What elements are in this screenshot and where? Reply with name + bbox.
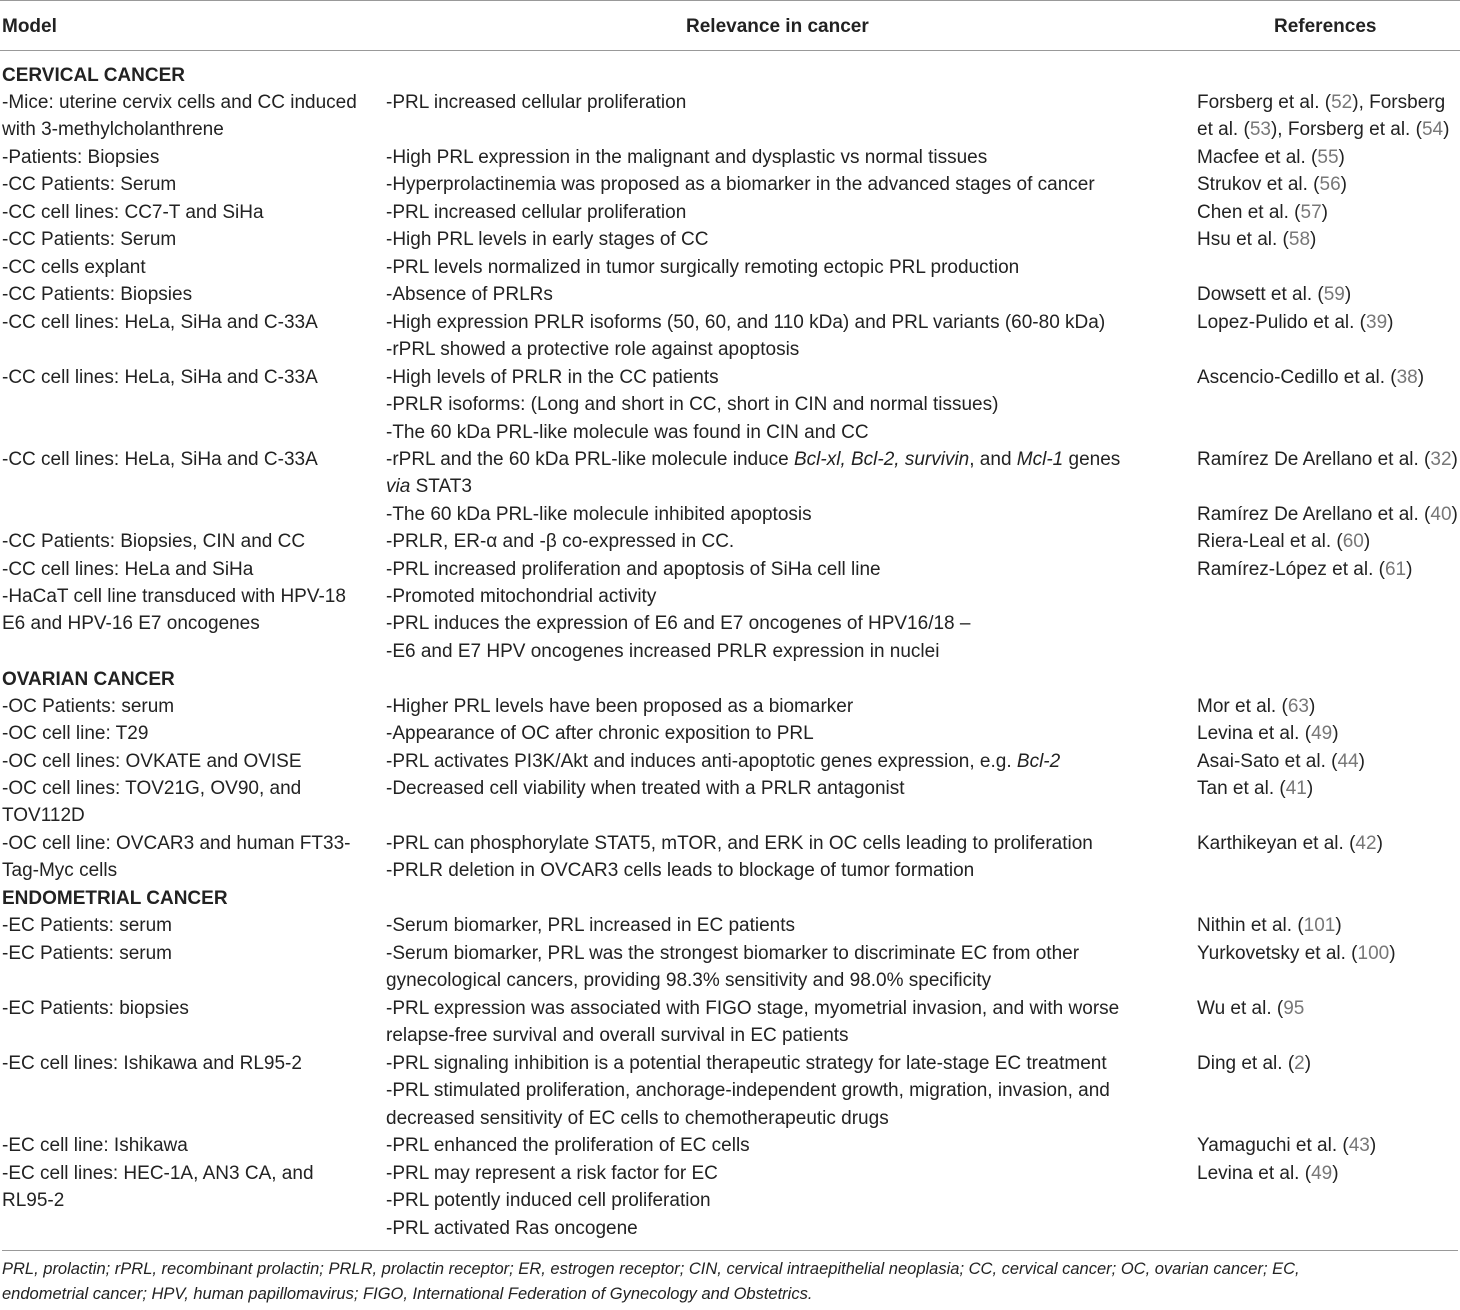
reference-line	[1197, 528, 1459, 555]
reference-text: )	[1389, 943, 1396, 964]
cell-line: -Higher PRL levels have been proposed as a biomarker	[386, 696, 854, 717]
reference-text: )	[1363, 531, 1371, 552]
relevance-cell	[386, 556, 1176, 583]
cell-line: decreased sensitivity of EC cells to chemotherapeutic drugs	[386, 1107, 889, 1129]
relevance-cell	[386, 254, 1176, 281]
cell-line: -PRLR, ER-α and -β co-expressed in CC.	[386, 531, 735, 552]
reference-text: Riera-Leal et al. (	[1197, 531, 1343, 552]
reference-text: )	[1338, 147, 1345, 168]
reference-text: Ascencio-Cedillo et al. (	[1197, 367, 1397, 388]
cell-line: -PRL increased cellular proliferation	[386, 202, 687, 223]
footnote-line: endometrial cancer; HPV, human papillomavirus; FIGO, International Federation of Gynecology and Obstetrics.	[2, 1284, 813, 1303]
reference-text: )	[1387, 312, 1394, 333]
cell-line: RL95-2	[2, 1190, 65, 1212]
cell-line: -High expression PRLR isoforms (50, 60, and 110 kDa) and PRL variants (60-80 kDa)	[386, 312, 1106, 333]
reference-text: )	[1376, 833, 1383, 854]
cell-line: -OC cell lines: TOV21G, OV90, and	[2, 778, 302, 799]
model-cell	[2, 1132, 374, 1159]
reference-text: Ramírez De Arellano et al. (	[1197, 449, 1431, 470]
reference-text: Asai-Sato et al. (	[1197, 751, 1338, 772]
reference-line	[1197, 446, 1459, 473]
reference-text: Karthikeyan et al. (	[1197, 833, 1356, 854]
reference-text: )	[1451, 449, 1458, 470]
reference-cell	[1197, 501, 1459, 528]
reference-line	[1197, 748, 1459, 775]
reference-text: Ramírez De Arellano et al. (	[1197, 504, 1431, 525]
reference-text: Mor et al. (	[1197, 696, 1288, 717]
relevance-cell	[386, 720, 1176, 747]
reference-text: Lopez-Pulido et al. (	[1197, 312, 1366, 333]
cell-line: -HaCaT cell line transduced with HPV-18	[2, 586, 346, 607]
relevance-cell	[386, 226, 1176, 253]
reference-line	[1197, 281, 1459, 308]
cell-line: -PRLR isoforms: (Long and short in CC, short in CIN and normal tissues)	[386, 394, 999, 416]
reference-text: )	[1332, 723, 1339, 744]
reference-text: )	[1451, 504, 1458, 525]
reference-text: )	[1335, 915, 1342, 936]
reference-line	[1197, 116, 1459, 143]
reference-text: Yurkovetsky et al. (	[1197, 943, 1358, 964]
reference-cell	[1197, 720, 1459, 747]
cell-line: TOV112D	[2, 805, 85, 827]
cell-line: -CC Patients: Biopsies	[2, 284, 193, 305]
relevance-cell	[386, 446, 1176, 501]
reference-cell	[1197, 912, 1459, 939]
model-cell	[2, 226, 374, 253]
reference-line	[1197, 309, 1459, 336]
header-relevance: Relevance in cancer	[686, 16, 869, 37]
cell-line: -CC cell lines: CC7-T and SiHa	[2, 202, 264, 223]
citation-link[interactable]: 49	[1311, 723, 1333, 744]
cell-line: -PRL increased cellular proliferation	[386, 92, 687, 113]
relevance-cell	[386, 775, 1176, 802]
reference-text: Forsberg et al. (	[1197, 92, 1332, 113]
cell-line: -CC Patients: Serum	[2, 174, 177, 195]
citation-link[interactable]: 60	[1342, 531, 1364, 552]
reference-text: )	[1310, 229, 1317, 250]
cell-line: -PRL potently induced cell proliferation	[386, 1190, 711, 1212]
reference-text: Nithin et al. (	[1197, 915, 1304, 936]
cell-line: -CC Patients: Biopsies, CIN and CC	[2, 531, 306, 552]
cell-line: -The 60 kDa PRL-like molecule was found in CIN and CC	[386, 421, 869, 443]
model-cell	[2, 446, 374, 473]
reference-text: Ramírez-López et al. (	[1197, 559, 1385, 580]
reference-text: )	[1332, 1163, 1339, 1184]
cell-line: -rPRL showed a protective role against apoptosis	[386, 339, 800, 361]
cell-line: -CC cell lines: HeLa, SiHa and C-33A	[2, 367, 318, 388]
relevance-cell	[386, 144, 1176, 171]
reference-line	[1197, 89, 1459, 116]
reference-cell	[1197, 528, 1459, 555]
cell-line: -PRL stimulated proliferation, anchorage-independent growth, migration, invasion, and	[386, 1080, 1110, 1102]
model-cell	[2, 830, 374, 885]
reference-text: )	[1369, 1135, 1377, 1156]
cell-line: -OC Patients: serum	[2, 696, 175, 717]
cell-line: -Absence of PRLRs	[386, 284, 553, 305]
cell-line: -PRL activates PI3K/Akt and induces anti-apoptotic genes expression, e.g. Bcl-2	[386, 751, 1061, 772]
relevance-cell	[386, 309, 1176, 364]
relevance-cell	[386, 940, 1176, 995]
reference-line	[1197, 1132, 1459, 1159]
reference-line	[1197, 199, 1459, 226]
model-cell	[2, 528, 374, 555]
reference-line	[1197, 556, 1459, 583]
header-model: Model	[2, 16, 57, 37]
reference-line	[1197, 1160, 1459, 1187]
reference-cell	[1197, 775, 1459, 802]
citation-link[interactable]: 2	[1294, 1053, 1305, 1074]
reference-text: Yamaguchi et al. (	[1197, 1135, 1349, 1156]
cell-line: -PRL increased proliferation and apoptosis of SiHa cell line	[386, 559, 881, 580]
cell-line: -PRL can phosphorylate STAT5, mTOR, and ERK in OC cells leading to proliferation	[386, 833, 1093, 854]
cell-line: -EC cell line: Ishikawa	[2, 1135, 188, 1156]
citation-link[interactable]: 63	[1287, 696, 1309, 717]
reference-text: )	[1443, 119, 1450, 141]
cell-line: via STAT3	[386, 476, 472, 498]
model-cell	[2, 364, 374, 391]
reference-cell	[1197, 364, 1459, 391]
relevance-cell	[386, 830, 1176, 885]
reference-line	[1197, 501, 1459, 528]
section-ovarian-cancer: OVARIAN CANCER	[2, 669, 175, 690]
relevance-cell	[386, 1160, 1176, 1242]
reference-cell	[1197, 171, 1459, 198]
citation-link[interactable]: 39	[1366, 312, 1388, 333]
cell-line: -PRL activated Ras oncogene	[386, 1217, 638, 1239]
reference-text: Macfee et al. (	[1197, 147, 1318, 168]
cell-line: -PRL expression was associated with FIGO stage, myometrial invasion, and with worse	[386, 998, 1120, 1019]
model-cell	[2, 171, 374, 198]
cell-line: -CC cell lines: HeLa, SiHa and C-33A	[2, 449, 318, 470]
model-cell	[2, 775, 374, 830]
citation-link[interactable]: 49	[1311, 1163, 1333, 1184]
model-cell	[2, 995, 374, 1022]
cell-line: -PRLR deletion in OVCAR3 cells leads to blockage of tumor formation	[386, 860, 975, 882]
cell-line: -CC cells explant	[2, 257, 146, 278]
reference-cell	[1197, 89, 1459, 144]
cell-line: -OC cell lines: OVKATE and OVISE	[2, 751, 302, 772]
reference-text: Tan et al. (	[1197, 778, 1286, 799]
citation-link[interactable]: 52	[1331, 92, 1353, 113]
cell-line: gynecological cancers, providing 98.3% sensitivity and 98.0% specificity	[386, 970, 992, 992]
reference-text: ), Forsberg et al. (	[1270, 119, 1422, 141]
cell-line: -EC Patients: serum	[2, 915, 172, 936]
table-header	[0, 0, 1460, 51]
reference-cell	[1197, 693, 1459, 720]
citation-link[interactable]: 101	[1303, 915, 1336, 936]
reference-cell	[1197, 446, 1459, 473]
reference-text: Ding et al. (	[1197, 1053, 1295, 1074]
relevance-cell	[386, 912, 1176, 939]
relevance-cell	[386, 501, 1176, 528]
reference-text: )	[1344, 284, 1352, 305]
model-cell	[2, 940, 374, 967]
reference-line	[1197, 171, 1459, 198]
cell-line: -Decreased cell viability when treated with a PRLR antagonist	[386, 778, 905, 799]
section-cervical-cancer: CERVICAL CANCER	[2, 65, 185, 86]
model-cell	[2, 693, 374, 720]
model-cell	[2, 556, 374, 583]
relevance-cell	[386, 995, 1176, 1050]
citation-link[interactable]: 41	[1285, 778, 1307, 799]
citation-link[interactable]: 61	[1384, 559, 1407, 580]
reference-line	[1197, 912, 1459, 939]
reference-cell	[1197, 226, 1459, 253]
reference-line	[1197, 775, 1459, 802]
model-cell	[2, 199, 374, 226]
reference-cell	[1197, 281, 1459, 308]
citation-link[interactable]: 40	[1430, 504, 1452, 525]
reference-text: Dowsett et al. (	[1197, 284, 1324, 305]
citation-link[interactable]: 59	[1323, 284, 1345, 305]
cell-line: -Serum biomarker, PRL increased in EC patients	[386, 915, 796, 936]
cell-line: -PRL signaling inhibition is a potential therapeutic strategy for late-stage EC treatment	[386, 1053, 1107, 1074]
reference-line	[1197, 995, 1459, 1022]
reference-cell	[1197, 144, 1459, 171]
citation-link[interactable]: 53	[1249, 119, 1271, 141]
reference-cell	[1197, 199, 1459, 226]
reference-cell	[1197, 1160, 1459, 1187]
model-cell	[2, 583, 374, 638]
model-cell	[2, 748, 374, 775]
citation-link[interactable]: 57	[1300, 202, 1322, 223]
relevance-cell	[386, 748, 1176, 775]
cell-line: -High PRL levels in early stages of CC	[386, 229, 709, 250]
reference-line	[1197, 1050, 1459, 1077]
model-cell	[2, 281, 374, 308]
reference-text: Levina et al. (	[1197, 1163, 1312, 1184]
citation-link[interactable]: 55	[1317, 147, 1339, 168]
reference-cell	[1197, 830, 1459, 857]
reference-text: Hsu et al. (	[1197, 229, 1289, 250]
reference-text: Wu et al. (	[1197, 998, 1284, 1019]
cell-line: -Mice: uterine cervix cells and CC induced	[2, 92, 357, 113]
cell-line: -Serum biomarker, PRL was the strongest biomarker to discriminate EC from other	[386, 943, 1080, 964]
cell-line: -EC Patients: biopsies	[2, 998, 189, 1019]
relevance-cell	[386, 89, 1176, 116]
reference-cell	[1197, 995, 1459, 1022]
model-cell	[2, 912, 374, 939]
reference-line	[1197, 940, 1459, 967]
citation-link[interactable]: 56	[1319, 174, 1341, 195]
reference-text: Levina et al. (	[1197, 723, 1312, 744]
reference-cell	[1197, 748, 1459, 775]
reference-text: )	[1406, 559, 1413, 580]
reference-text: ), Forsberg	[1352, 92, 1446, 113]
model-cell	[2, 720, 374, 747]
model-cell	[2, 1160, 374, 1215]
cell-line: -PRL induces the expression of E6 and E7 oncogenes of HPV16/18 –	[386, 613, 971, 635]
cell-line: -The 60 kDa PRL-like molecule inhibited apoptosis	[386, 504, 812, 525]
relevance-cell	[386, 364, 1176, 446]
citation-link[interactable]: 32	[1430, 449, 1452, 470]
citation-link[interactable]: 38	[1396, 367, 1418, 388]
reference-cell	[1197, 556, 1459, 583]
model-cell	[2, 1050, 374, 1077]
reference-text: Strukov et al. (	[1197, 174, 1320, 195]
citation-link[interactable]: 100	[1357, 943, 1390, 964]
relevance-cell	[386, 528, 1176, 555]
citation-link[interactable]: 44	[1337, 751, 1359, 772]
reference-text: Chen et al. (	[1197, 202, 1301, 223]
reference-cell	[1197, 1132, 1459, 1159]
model-cell	[2, 254, 374, 281]
reference-cell	[1197, 1050, 1459, 1077]
relevance-cell	[386, 693, 1176, 720]
reference-cell	[1197, 309, 1459, 336]
cell-line: -CC cell lines: HeLa and SiHa	[2, 559, 254, 580]
relevance-cell	[386, 171, 1176, 198]
cell-line: relapse-free survival and overall survival in EC patients	[386, 1025, 849, 1047]
reference-text: )	[1417, 367, 1425, 388]
cell-line: -PRL enhanced the proliferation of EC cells	[386, 1135, 750, 1156]
reference-line	[1197, 144, 1459, 171]
cell-line: -rPRL and the 60 kDa PRL-like molecule induce Bcl-xl, Bcl-2, survivin, and Mcl-1 genes	[386, 449, 1121, 470]
header-references: References	[1274, 16, 1377, 37]
relevance-cell	[386, 1050, 1176, 1132]
cell-line: -High levels of PRLR in the CC patients	[386, 367, 719, 388]
cell-line: -Appearance of OC after chronic exposition to PRL	[386, 723, 814, 744]
reference-text: )	[1304, 1053, 1312, 1074]
cell-line: -EC Patients: serum	[2, 943, 172, 964]
cell-line: -CC cell lines: HeLa, SiHa and C-33A	[2, 312, 318, 333]
cell-line: -CC Patients: Serum	[2, 229, 177, 250]
cell-line: -PRL may represent a risk factor for EC	[386, 1163, 718, 1184]
model-cell	[2, 309, 374, 336]
cell-line: -Promoted mitochondrial activity	[386, 586, 657, 607]
relevance-cell	[386, 199, 1176, 226]
cell-line: with 3-methylcholanthrene	[2, 119, 224, 141]
reference-line	[1197, 693, 1459, 720]
cell-line: -Hyperprolactinemia was proposed as a biomarker in the advanced stages of cancer	[386, 174, 1095, 195]
citation-link[interactable]: 43	[1348, 1135, 1370, 1156]
reference-text: et al. (	[1197, 119, 1250, 141]
citation-link[interactable]: 42	[1355, 833, 1377, 854]
cell-line: -High PRL expression in the malignant and dysplastic vs normal tissues	[386, 147, 988, 168]
reference-line	[1197, 720, 1459, 747]
reference-text: )	[1308, 696, 1316, 717]
cell-line: Tag-Myc cells	[2, 860, 118, 882]
reference-line	[1197, 226, 1459, 253]
cell-line: -OC cell line: OVCAR3 and human FT33-	[2, 833, 351, 854]
cell-line: -OC cell line: T29	[2, 723, 149, 744]
relevance-cell	[386, 583, 1176, 665]
cell-line: -EC cell lines: HEC-1A, AN3 CA, and	[2, 1163, 314, 1184]
section-endometrial-cancer: ENDOMETRIAL CANCER	[2, 888, 228, 909]
model-cell	[2, 144, 374, 171]
table-footnote	[2, 1250, 1458, 1306]
citation-link[interactable]: 95	[1283, 998, 1305, 1019]
cell-line: -PRL levels normalized in tumor surgically remoting ectopic PRL production	[386, 257, 1020, 278]
model-cell	[2, 89, 374, 144]
cell-line: -E6 and E7 HPV oncogenes increased PRLR expression in nuclei	[386, 640, 940, 662]
reference-cell	[1197, 940, 1459, 967]
citation-link[interactable]: 58	[1288, 229, 1311, 250]
cell-line: E6 and HPV-16 E7 oncogenes	[2, 613, 260, 635]
reference-line	[1197, 830, 1459, 857]
reference-text: )	[1340, 174, 1347, 195]
reference-text: )	[1306, 778, 1314, 799]
relevance-cell	[386, 281, 1176, 308]
footnote-line: PRL, prolactin; rPRL, recombinant prolactin; PRLR, prolactin receptor; ER, estrogen receptor; CIN, cervical intraepithelial neoplasia; CC, cervical cancer; OC, ovarian cancer; EC,	[2, 1260, 1300, 1278]
relevance-cell	[386, 1132, 1176, 1159]
cell-line: -Patients: Biopsies	[2, 147, 160, 168]
citation-link[interactable]: 54	[1421, 119, 1444, 141]
reference-text: )	[1358, 751, 1365, 772]
reference-line	[1197, 364, 1459, 391]
reference-text: )	[1321, 202, 1328, 223]
cell-line: -EC cell lines: Ishikawa and RL95-2	[2, 1053, 302, 1074]
